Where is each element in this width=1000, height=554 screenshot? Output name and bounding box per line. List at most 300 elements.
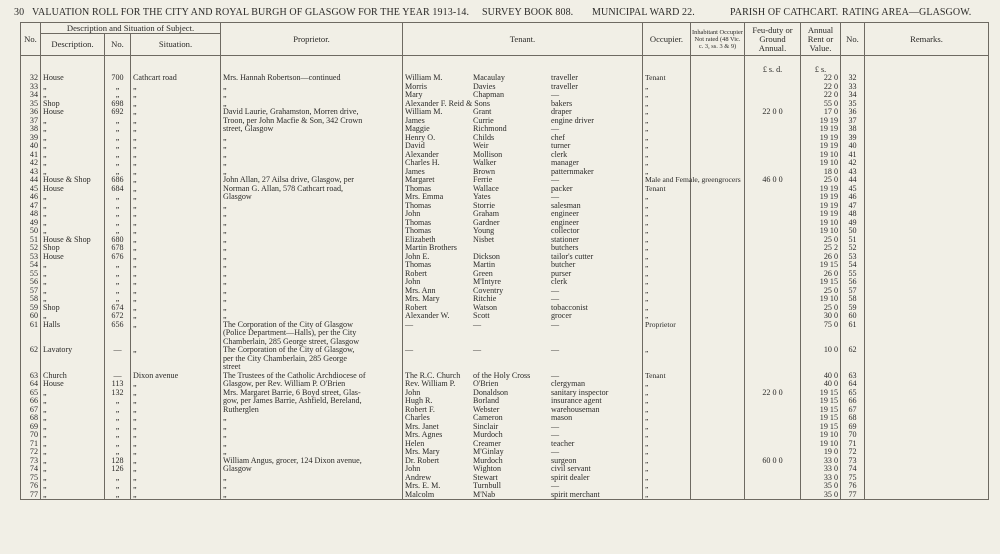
row-description: Lavatory: [41, 346, 105, 355]
row-number: 680: [105, 236, 131, 245]
row-no2: 57: [841, 287, 865, 296]
row-number: 676: [105, 253, 131, 262]
row-description: „: [41, 465, 105, 474]
row-tenant: [403, 125, 643, 134]
row-no: 65: [21, 389, 41, 398]
row-number: 656: [105, 321, 131, 330]
row-feu-duty: [745, 202, 801, 211]
row-occupier: „: [643, 219, 691, 228]
row-no: 36: [21, 108, 41, 117]
row-occupier: „: [643, 406, 691, 415]
row-inhabitant: [691, 261, 745, 270]
row-no2: 51: [841, 236, 865, 245]
row-inhabitant: [691, 83, 745, 92]
tenant-first-name: Thomas: [405, 260, 432, 269]
row-no2: 64: [841, 380, 865, 389]
col-feu-title: Feu-duty or Ground Annual.: [752, 24, 793, 53]
row-annual-rent: [801, 329, 841, 338]
row-no2: 45: [841, 185, 865, 194]
row-feu-duty: [745, 151, 801, 160]
row-no2: 60: [841, 312, 865, 321]
tenant-occupation: —: [551, 370, 560, 380]
row-remarks: [865, 295, 989, 304]
row-situation: „: [131, 397, 221, 406]
row-inhabitant: [691, 100, 745, 109]
row-occupier: „: [643, 448, 691, 457]
tenant-last-name: Walker: [473, 158, 497, 167]
row-annual-rent: 19 19: [801, 210, 841, 219]
tenant-last-name: Donaldson: [473, 387, 509, 397]
table-row: [21, 457, 989, 466]
row-feu-duty: [745, 74, 801, 83]
row-feu-duty: [745, 304, 801, 313]
row-inhabitant: [691, 380, 745, 389]
table-row: [21, 176, 989, 185]
row-inhabitant: [691, 287, 745, 296]
row-inhabitant: [691, 482, 745, 491]
row-no: 40: [21, 142, 41, 151]
row-description: House: [41, 185, 105, 194]
row-inhabitant: [691, 159, 745, 168]
tenant-last-name: Davies: [473, 81, 496, 91]
row-description: „: [41, 414, 105, 423]
row-number: 684: [105, 185, 131, 194]
row-no2: 44: [841, 176, 865, 185]
row-number: „: [105, 287, 131, 296]
row-inhabitant: [691, 346, 745, 355]
tenant-first-name: David: [405, 141, 425, 150]
row-description: „: [41, 295, 105, 304]
tenant-last-name: Scott: [473, 311, 490, 320]
row-no2: 75: [841, 474, 865, 483]
row-feu-duty: [745, 372, 801, 381]
col-desc-group: Description and Situation of Subject.: [41, 23, 221, 34]
row-no: 63: [21, 372, 41, 381]
row-no2: 77: [841, 491, 865, 500]
tenant-last-name: Ferrie: [473, 175, 493, 184]
tenant-occupation: collector: [551, 226, 580, 235]
tenant-last-name: Webster: [473, 404, 500, 414]
row-proprietor: „: [221, 270, 403, 279]
row-tenant: [403, 312, 643, 321]
row-feu-duty: [745, 134, 801, 143]
row-description: Church: [41, 372, 105, 381]
row-proprietor: „: [221, 100, 403, 109]
row-feu-duty: [745, 83, 801, 92]
row-situation: „: [131, 185, 221, 194]
row-occupier: „: [643, 261, 691, 270]
row-annual-rent: 40 0: [801, 380, 841, 389]
row-feu-duty: [745, 227, 801, 236]
row-annual-rent: 35 0: [801, 482, 841, 491]
row-proprietor: „: [221, 253, 403, 262]
row-inhabitant: [691, 363, 745, 372]
table-row: [21, 474, 989, 483]
row-number: „: [105, 295, 131, 304]
tenant-occupation: bakers: [551, 98, 573, 108]
row-tenant: [403, 278, 643, 287]
row-no: 69: [21, 423, 41, 432]
tenant-first-name: Robert: [405, 268, 428, 278]
row-annual-rent: 19 19: [801, 117, 841, 126]
row-occupier: Male and Female, greengrocers: [643, 176, 691, 185]
row-tenant: [403, 210, 643, 219]
tenant-occupation: stationer: [551, 234, 579, 244]
tenant-occupation: —: [551, 447, 560, 456]
table-row: [21, 236, 989, 245]
row-feu-duty: [745, 142, 801, 151]
tenant-last-name: Wallace: [473, 183, 499, 193]
row-no: 58: [21, 295, 41, 304]
tenant-occupation: purser: [551, 268, 572, 278]
row-no2: 39: [841, 134, 865, 143]
row-proprietor: „: [221, 219, 403, 228]
row-no: 49: [21, 219, 41, 228]
row-feu-duty: 46 0 0: [745, 176, 801, 185]
row-no: [21, 329, 41, 338]
tenant-last-name: Young: [473, 226, 495, 235]
row-annual-rent: 33 0: [801, 457, 841, 466]
row-description: „: [41, 117, 105, 126]
row-remarks: [865, 474, 989, 483]
row-proprietor: „: [221, 448, 403, 457]
tenant-last-name: Watson: [473, 302, 498, 312]
row-inhabitant: [691, 423, 745, 432]
row-proprietor: Rutherglen: [221, 406, 403, 415]
row-feu-duty: [745, 236, 801, 245]
row-remarks: [865, 389, 989, 398]
tenant-last-name: Green: [473, 268, 493, 278]
table-row: [21, 397, 989, 406]
row-number: —: [105, 346, 131, 355]
row-number: „: [105, 159, 131, 168]
row-annual-rent: 35 0: [801, 491, 841, 500]
tenant-last-name: Wighton: [473, 464, 501, 473]
row-proprietor: Chamberlain, 285 George street, Glasgow: [221, 338, 403, 347]
row-number: „: [105, 397, 131, 406]
row-occupier: „: [643, 227, 691, 236]
row-feu-duty: [745, 287, 801, 296]
tenant-first-name: Thomas: [405, 200, 432, 210]
tenant-last-name: Cameron: [473, 413, 503, 422]
tenant-first-name: Mrs. Ann: [405, 285, 436, 295]
row-annual-rent: 25 0: [801, 304, 841, 313]
tenant-occupation: spirit merchant: [551, 489, 600, 499]
row-no2: 66: [841, 397, 865, 406]
row-proprietor: „: [221, 491, 403, 500]
row-feu-duty: 22 0 0: [745, 389, 801, 398]
row-annual-rent: 19 19: [801, 193, 841, 202]
row-no: 37: [21, 117, 41, 126]
row-remarks: [865, 83, 989, 92]
row-inhabitant: [691, 304, 745, 313]
row-proprietor: „: [221, 474, 403, 483]
row-proprietor: „: [221, 304, 403, 313]
tenant-first-name: John E.: [405, 251, 430, 261]
row-number: „: [105, 142, 131, 151]
row-number: „: [105, 482, 131, 491]
row-occupier: „: [643, 125, 691, 134]
row-remarks: [865, 406, 989, 415]
row-no2: 38: [841, 125, 865, 134]
table-row: [21, 159, 989, 168]
tenant-occupation: clergyman: [551, 379, 586, 388]
row-inhabitant: [691, 491, 745, 500]
row-feu-duty: [745, 482, 801, 491]
tenant-first-name: John: [405, 209, 421, 218]
row-number: „: [105, 491, 131, 500]
row-feu-duty: [745, 465, 801, 474]
row-tenant: [403, 134, 643, 143]
tenant-last-name: Storrie: [473, 200, 496, 210]
row-tenant: [403, 159, 643, 168]
row-annual-rent: 19 15: [801, 261, 841, 270]
row-tenant: [403, 176, 643, 185]
table-row: [21, 389, 989, 398]
row-tenant: [403, 193, 643, 202]
row-description: „: [41, 457, 105, 466]
row-situation: „: [131, 431, 221, 440]
tenant-occupation: tailor's cutter: [551, 251, 594, 261]
row-description: „: [41, 91, 105, 100]
tenant-occupation: salesman: [551, 200, 581, 210]
row-feu-duty: [745, 117, 801, 126]
row-no: 46: [21, 193, 41, 202]
row-description: House & Shop: [41, 176, 105, 185]
row-situation: „: [131, 440, 221, 449]
row-proprietor: Mrs. Hannah Robertson—continued: [221, 74, 403, 83]
row-description: „: [41, 482, 105, 491]
row-remarks: [865, 185, 989, 194]
row-number: „: [105, 448, 131, 457]
tenant-first-name: Henry O.: [405, 132, 436, 142]
row-situation: „: [131, 83, 221, 92]
row-number: 678: [105, 244, 131, 253]
row-feu-duty: [745, 397, 801, 406]
row-inhabitant: [691, 457, 745, 466]
row-occupier: „: [643, 312, 691, 321]
row-situation: „: [131, 142, 221, 151]
row-tenant: [403, 329, 643, 338]
row-tenant: [403, 270, 643, 279]
row-occupier: „: [643, 431, 691, 440]
row-feu-duty: [745, 244, 801, 253]
row-no2: 56: [841, 278, 865, 287]
row-remarks: [865, 414, 989, 423]
row-proprietor: „: [221, 287, 403, 296]
tenant-last-name: Currie: [473, 115, 494, 125]
row-number: 698: [105, 100, 131, 109]
tenant-first-name: Elizabeth: [405, 234, 436, 244]
row-occupier: „: [643, 100, 691, 109]
row-number: „: [105, 219, 131, 228]
row-remarks: [865, 219, 989, 228]
table-row: [21, 338, 989, 347]
row-remarks: [865, 100, 989, 109]
row-no: 59: [21, 304, 41, 313]
row-remarks: [865, 304, 989, 313]
row-feu-duty: [745, 321, 801, 330]
row-situation: „: [131, 346, 221, 355]
row-annual-rent: 25 0: [801, 236, 841, 245]
row-inhabitant: [691, 108, 745, 117]
table-row: [21, 142, 989, 151]
row-number: „: [105, 270, 131, 279]
row-feu-duty: [745, 185, 801, 194]
row-proprietor: The Corporation of the City of Glasgow,: [221, 346, 403, 355]
tenant-first-name: Charles H.: [405, 158, 440, 167]
row-no2: 69: [841, 423, 865, 432]
table-row: [21, 193, 989, 202]
tenant-first-name: Mrs. Mary: [405, 294, 440, 303]
tenant-first-name: Robert F.: [405, 404, 435, 414]
row-proprietor: David Laurie, Grahamston, Morren drive,: [221, 108, 403, 117]
row-occupier: „: [643, 491, 691, 500]
row-situation: „: [131, 117, 221, 126]
row-remarks: [865, 355, 989, 364]
tenant-last-name: Turnbull: [473, 481, 502, 490]
row-remarks: [865, 117, 989, 126]
row-no: 53: [21, 253, 41, 262]
row-proprietor: William Angus, grocer, 124 Dixon avenue,: [221, 457, 403, 466]
row-occupier: „: [643, 278, 691, 287]
row-tenant: [403, 108, 643, 117]
row-tenant: [403, 321, 643, 330]
row-no: 71: [21, 440, 41, 449]
row-feu-duty: [745, 261, 801, 270]
row-no2: [841, 355, 865, 364]
row-inhabitant: [691, 406, 745, 415]
row-remarks: [865, 236, 989, 245]
row-no2: 68: [841, 414, 865, 423]
tenant-first-name: James: [405, 166, 425, 176]
row-situation: „: [131, 287, 221, 296]
page-header: [4, 6, 996, 20]
row-occupier: [643, 329, 691, 338]
tenant-last-name: Richmond: [473, 124, 507, 133]
row-annual-rent: 19 10: [801, 227, 841, 236]
row-no2: 76: [841, 482, 865, 491]
row-situation: „: [131, 244, 221, 253]
tenant-last-name: Coventry: [473, 285, 504, 295]
row-no: 32: [21, 74, 41, 83]
roll-title: VALUATION ROLL FOR THE CITY AND ROYAL BURGH OF GLASGOW FOR THE YEAR 1913-14.: [32, 7, 470, 18]
table-row: [21, 423, 989, 432]
row-tenant: [403, 227, 643, 236]
row-number: „: [105, 202, 131, 211]
row-tenant: [403, 389, 643, 398]
row-description: „: [41, 134, 105, 143]
tenant-last-name: Martin: [473, 260, 496, 269]
row-annual-rent: 18 0: [801, 168, 841, 177]
row-proprietor: Glasgow: [221, 465, 403, 474]
row-inhabitant: [691, 185, 745, 194]
table-row: [21, 244, 989, 253]
table-row: [21, 346, 989, 355]
row-remarks: [865, 108, 989, 117]
row-feu-duty: [745, 219, 801, 228]
row-tenant: [403, 346, 643, 355]
table-row: [21, 372, 989, 381]
row-description: „: [41, 423, 105, 432]
row-annual-rent: 19 0: [801, 448, 841, 457]
row-tenant: [403, 457, 643, 466]
tenant-occupation: butcher: [551, 260, 576, 269]
row-tenant: [403, 253, 643, 262]
row-tenant: [403, 465, 643, 474]
col-no2: No.: [841, 23, 865, 56]
row-remarks: [865, 482, 989, 491]
row-no: 67: [21, 406, 41, 415]
row-annual-rent: 19 10: [801, 440, 841, 449]
row-no: 68: [21, 414, 41, 423]
row-annual-rent: 25 2: [801, 244, 841, 253]
row-inhabitant: [691, 338, 745, 347]
row-situation: „: [131, 202, 221, 211]
row-proprietor: „: [221, 414, 403, 423]
row-no: 51: [21, 236, 41, 245]
row-tenant: [403, 406, 643, 415]
row-proprietor: Mrs. Margaret Barrie, 6 Boyd street, Glas-: [221, 389, 403, 398]
row-remarks: [865, 125, 989, 134]
row-feu-duty: [745, 406, 801, 415]
row-proprietor: „: [221, 151, 403, 160]
row-no2: 65: [841, 389, 865, 398]
row-occupier: „: [643, 253, 691, 262]
row-remarks: [865, 142, 989, 151]
tenant-first-name: William M.: [405, 107, 443, 116]
row-proprietor: street: [221, 363, 403, 372]
row-situation: „: [131, 457, 221, 466]
tenant-occupation: spirit dealer: [551, 472, 590, 482]
col-feu: [745, 23, 801, 56]
row-proprietor: „: [221, 423, 403, 432]
row-remarks: [865, 491, 989, 500]
row-remarks: [865, 168, 989, 177]
row-occupier: [643, 338, 691, 347]
row-annual-rent: 22 0: [801, 83, 841, 92]
row-description: „: [41, 270, 105, 279]
row-annual-rent: 19 19: [801, 134, 841, 143]
row-no2: 32: [841, 74, 865, 83]
tenant-first-name: John: [405, 464, 421, 473]
tenant-first-name: Thomas: [405, 183, 432, 193]
tenant-occupation: —: [551, 319, 560, 329]
row-occupier: „: [643, 134, 691, 143]
row-proprietor: The Corporation of the City of Glasgow: [221, 321, 403, 330]
tenant-first-name: Mrs. Janet: [405, 421, 439, 431]
row-number: „: [105, 423, 131, 432]
row-occupier: Tenant: [643, 74, 691, 83]
row-remarks: [865, 159, 989, 168]
row-number: 672: [105, 312, 131, 321]
row-tenant: [403, 202, 643, 211]
row-occupier: „: [643, 457, 691, 466]
tenant-first-name: Martin Brothers: [405, 243, 457, 252]
valuation-table: [20, 22, 989, 500]
tenant-occupation: engineer: [551, 209, 579, 218]
row-proprietor: gow, per James Barrie, Ashfield, Bereland,: [221, 397, 403, 406]
row-situation: Dixon avenue: [131, 372, 221, 381]
row-no: 73: [21, 457, 41, 466]
row-situation: „: [131, 227, 221, 236]
row-feu-duty: [745, 431, 801, 440]
row-situation: „: [131, 448, 221, 457]
tenant-first-name: Dr. Robert: [405, 455, 440, 465]
table-row: [21, 414, 989, 423]
row-situation: „: [131, 406, 221, 415]
row-inhabitant: [691, 193, 745, 202]
